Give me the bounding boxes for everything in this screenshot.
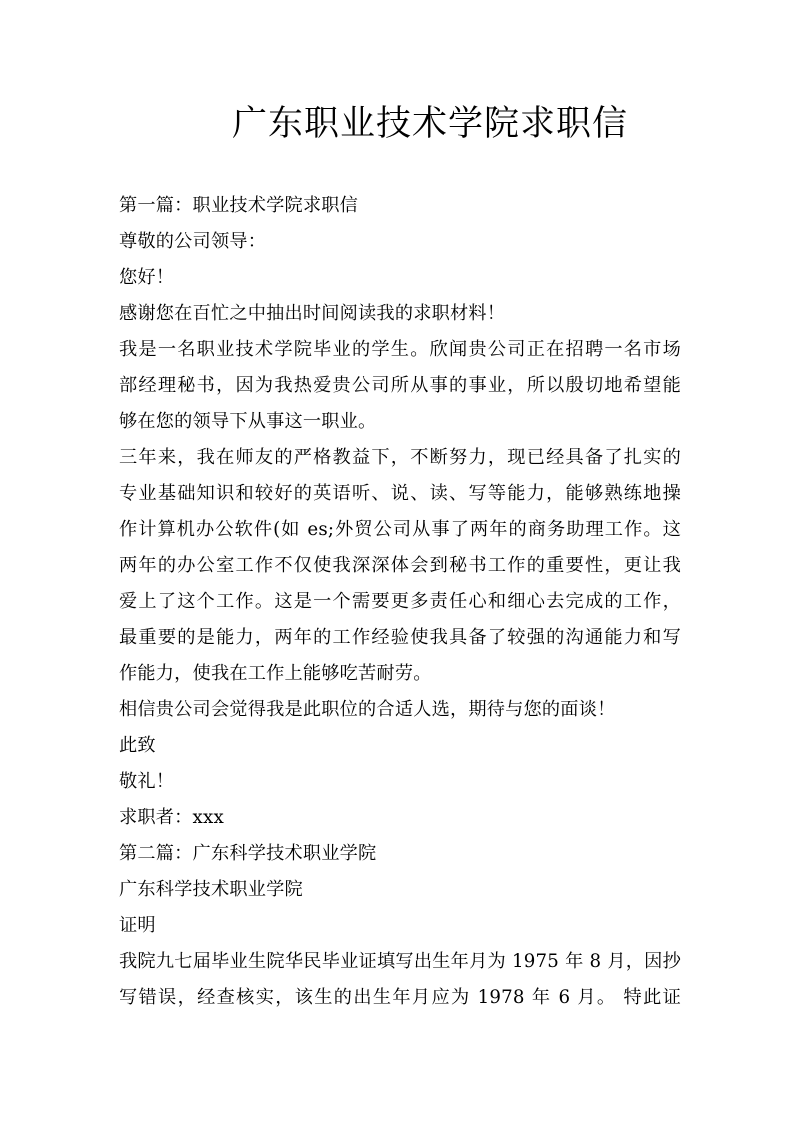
salutation: 尊敬的公司领导：	[119, 231, 267, 252]
greeting: 您好！	[119, 267, 175, 288]
paragraph-line: 我是一名职业技术学院毕业的学生。欣闻贵公司正在招聘一名市场	[119, 339, 681, 360]
section-heading-2: 第二篇：广东科学技术职业学院	[119, 843, 377, 864]
paragraph-line: 够在您的领导下从事这一职业。	[119, 411, 377, 432]
certificate-heading: 证明	[119, 915, 156, 936]
paragraph-line: 作计算机办公软件(如 es;外贸公司从事了两年的商务助理工作。这	[119, 519, 681, 540]
paragraph-line: 专业基础知识和较好的英语听、说、读、写等能力，能够熟练地操	[119, 483, 681, 504]
paragraph-line: 写错误，经查核实，该生的出生年月应为 1978 年 6 月。 特此证	[119, 987, 681, 1008]
institution-name: 广东科学技术职业学院	[119, 879, 303, 900]
paragraph-line: 部经理秘书，因为我热爱贵公司所从事的事业，所以殷切地希望能	[119, 375, 681, 396]
paragraph-line: 三年来，我在师友的严格教益下，不断努力，现已经具备了扎实的	[119, 447, 681, 468]
paragraph-line: 相信贵公司会觉得我是此职位的合适人选，期待与您的面谈！	[119, 699, 616, 720]
paragraph-line: 爱上了这个工作。这是一个需要更多责任心和细心去完成的工作，	[119, 591, 681, 612]
closing-line: 敬礼！	[119, 771, 175, 792]
closing-line: 此致	[119, 735, 156, 756]
paragraph-line: 感谢您在百忙之中抽出时间阅读我的求职材料！	[119, 303, 506, 324]
document-title: 广东职业技术学院求职信	[231, 104, 628, 144]
section-heading-1: 第一篇：职业技术学院求职信	[119, 195, 359, 216]
document-body	[119, 188, 681, 1016]
paragraph-line: 最重要的是能力，两年的工作经验使我具备了较强的沟通能力和写	[119, 627, 681, 648]
signature-line: 求职者：xxx	[119, 807, 224, 828]
paragraph-line: 我院九七届毕业生院华民毕业证填写出生年月为 1975 年 8 月，因抄	[119, 951, 681, 972]
paragraph-line: 作能力，使我在工作上能够吃苦耐劳。	[119, 663, 432, 684]
paragraph-line: 两年的办公室工作不仅使我深深体会到秘书工作的重要性，更让我	[119, 555, 681, 576]
